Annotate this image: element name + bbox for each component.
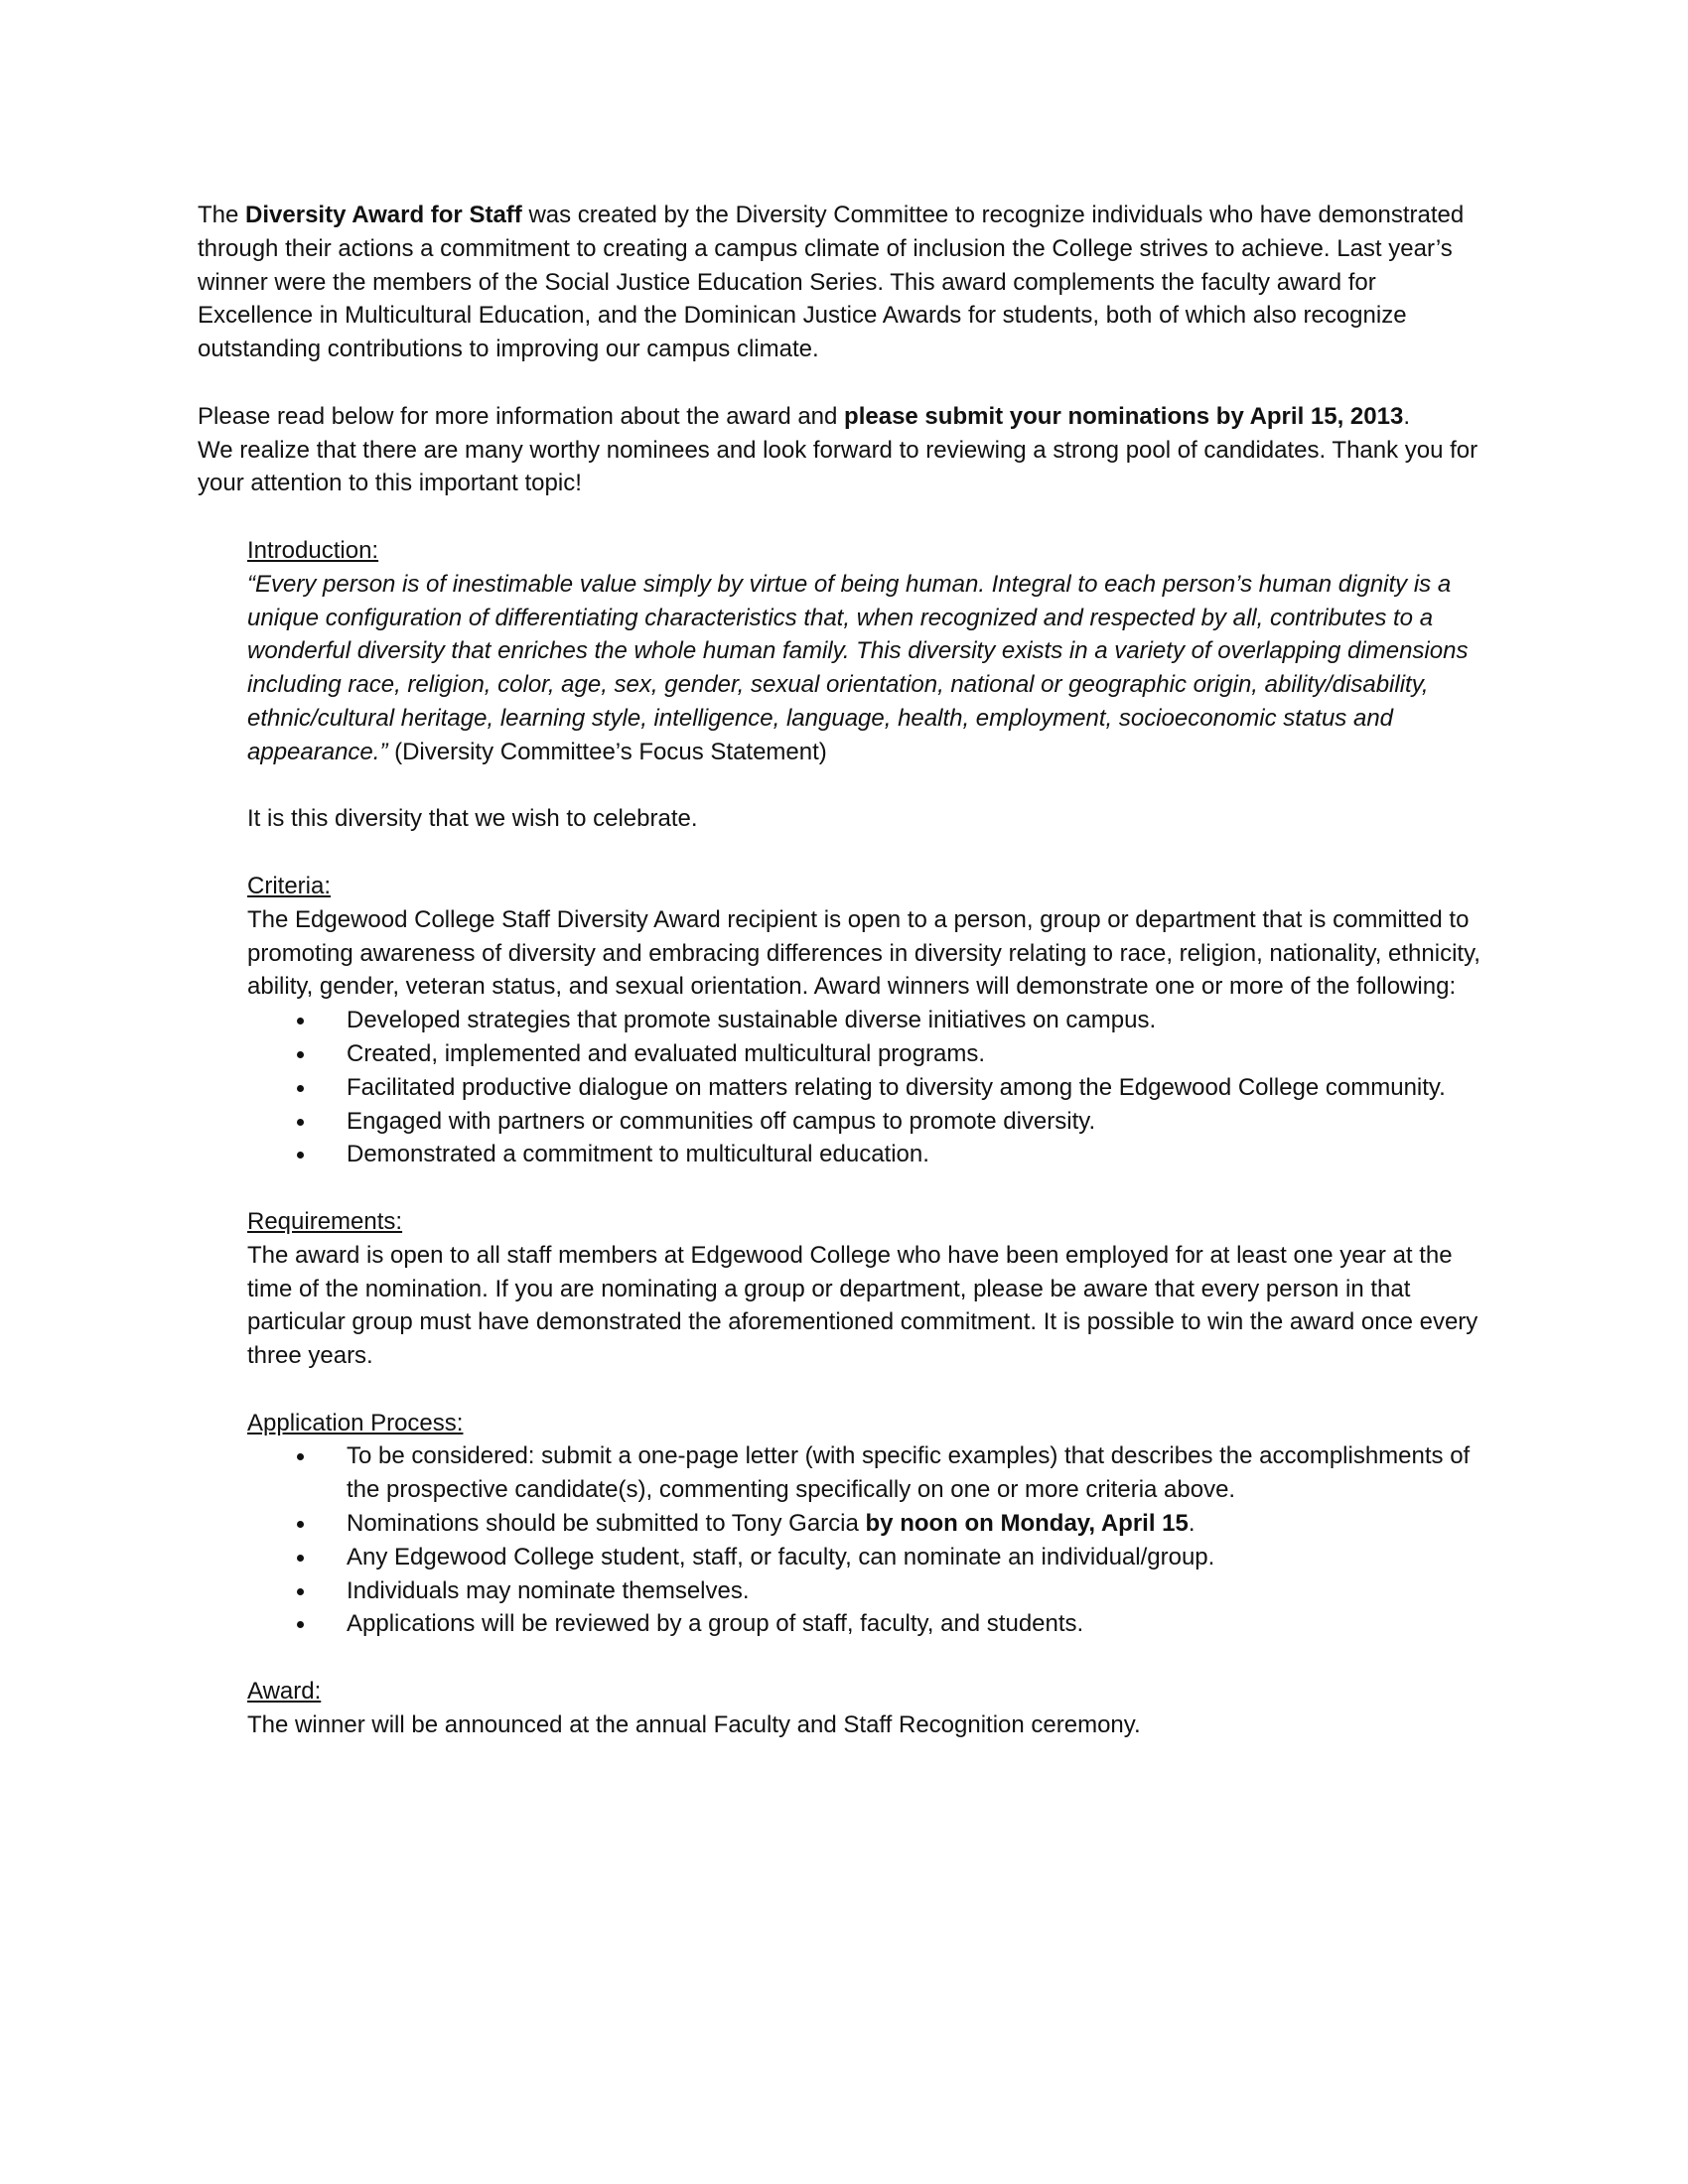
requirements-body: The award is open to all staff members at Edgewood College who have been employed for at least one year at the time of the nomination. If you are nominating a group or department, please be aware that every person in that particular group must have demonstrated the aforementioned commitment. It is possible to win the award once every three years.: [247, 1241, 1478, 1370]
intro-paragraph: [198, 199, 1488, 366]
criteria-body: The Edgewood College Staff Diversity Award recipient is open to a person, group or department that is committed to promoting awareness of diversity and embracing differences in diversity relating to race, religion, nationality, ethnicity, ability, gender, veteran status, and sexual orientation. Award winners will demonstrate one or more of the following:: [247, 905, 1480, 1001]
award-heading: Award:: [247, 1678, 322, 1706]
award-section: [247, 1675, 1488, 1742]
criteria-list: [247, 1004, 1488, 1171]
request-text-1: Please read below for more information about the award and: [198, 402, 845, 430]
requirements-heading: Requirements:: [247, 1207, 403, 1235]
list-item: Nominations should be submitted to Tony Garcia by noon on Monday, April 15.: [247, 1507, 1488, 1541]
request-text-2: We realize that there are many worthy nominees and look forward to reviewing a strong pool of candidates. Thank you for your attention to this important topic!: [198, 436, 1478, 497]
award-body: The winner will be announced at the annual Faculty and Staff Recognition ceremony.: [247, 1710, 1141, 1738]
document-page: [198, 199, 1488, 1742]
quote-attribution: (Diversity Committee’s Focus Statement): [387, 738, 827, 765]
list-item: Engaged with partners or communities off campus to promote diversity.: [247, 1105, 1488, 1139]
introduction-section: [247, 534, 1488, 769]
bullet-icon: [297, 1621, 304, 1628]
bullet-icon: [297, 1119, 304, 1126]
nomination-deadline: by noon on Monday, April 15: [865, 1510, 1189, 1538]
list-item: To be considered: submit a one-page letter (with specific examples) that describes the accomplishments of the prospective candidate(s), commenting specifically on one or more criteria above.: [247, 1439, 1488, 1507]
list-item: Created, implemented and evaluated multicultural programs.: [247, 1037, 1488, 1071]
application-heading: Application Process:: [247, 1409, 464, 1436]
list-item: Facilitated productive dialogue on matters relating to diversity among the Edgewood College community.: [247, 1071, 1488, 1105]
intro-text-1: The: [198, 202, 246, 228]
criteria-heading: Criteria:: [247, 872, 332, 899]
list-item: Demonstrated a commitment to multicultural education.: [247, 1138, 1488, 1171]
requirements-section: [247, 1205, 1488, 1373]
deadline-emphasis: please submit your nominations by April 15, 2013: [844, 402, 1404, 430]
bullet-icon: [297, 1521, 304, 1528]
application-section: [247, 1407, 1488, 1440]
bullet-icon: [297, 1453, 304, 1460]
criteria-section: [247, 870, 1488, 1004]
application-list: [247, 1439, 1488, 1641]
award-name: Diversity Award for Staff: [245, 202, 522, 228]
list-item: Individuals may nominate themselves.: [247, 1574, 1488, 1608]
celebrate-statement: It is this diversity that we wish to celebrate.: [247, 805, 698, 833]
request-period: .: [1403, 402, 1410, 430]
introduction-heading: Introduction:: [247, 536, 379, 564]
intro-text-2: was created by the Diversity Committee to recognize individuals who have demonstrated through their actions a commitment to creating a campus climate of inclusion the College strives to achieve. Last year’s winner were the members of the Social Justice Education Series. This award complements the faculty award for Excellence in Multicultural Education, and the Dominican Justice Awards for students, both of which also recognize outstanding contributions to improving our campus climate.: [198, 202, 1465, 363]
bullet-icon: [297, 1085, 304, 1092]
bullet-icon: [297, 1018, 304, 1024]
list-item: Any Edgewood College student, staff, or faculty, can nominate an individual/group.: [247, 1541, 1488, 1574]
bullet-icon: [297, 1152, 304, 1159]
request-paragraph: [198, 400, 1488, 500]
bullet-icon: [297, 1555, 304, 1562]
focus-quote: “Every person is of inestimable value simply by virtue of being human. Integral to each person’s human dignity is a unique configuration of differentiating characteristics that, when recognized and respected by all, contributes to a wonderful diversity that enriches the whole human family. This diversity exists in a variety of overlapping dimensions including race, religion, color, age, sex, gender, sexual orientation, national or geographic origin, ability/disability, ethnic/cultural heritage, learning style, intelligence, language, health, employment, socioeconomic status and appearance.”: [247, 570, 1469, 765]
list-item: Developed strategies that promote sustainable diverse initiatives on campus.: [247, 1004, 1488, 1037]
introduction-quote-paragraph: [247, 568, 1488, 769]
list-item: Applications will be reviewed by a group of staff, faculty, and students.: [247, 1607, 1488, 1641]
bullet-icon: [297, 1588, 304, 1595]
bullet-icon: [297, 1051, 304, 1058]
